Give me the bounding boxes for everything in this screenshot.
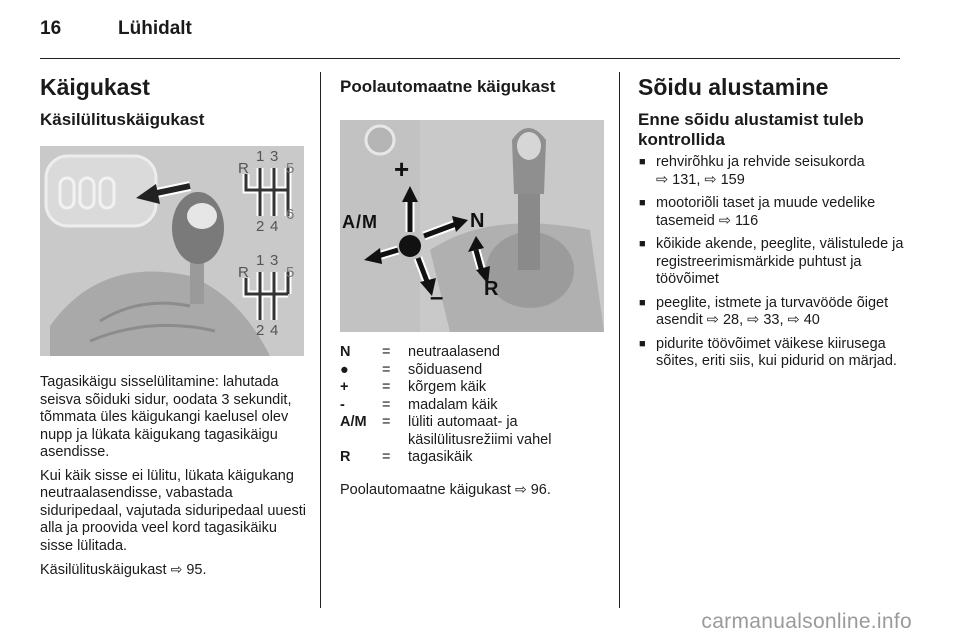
figure-label-minus: – [430, 284, 444, 311]
manual-gearbox-figure [40, 146, 304, 356]
gate-label-3: 3 [270, 148, 279, 165]
legend-table [340, 344, 608, 467]
figure-label-n: N [470, 210, 485, 232]
legend-row: N = neutraalasend [340, 344, 500, 360]
left-column [40, 72, 308, 580]
gate-label-2: 2 [256, 218, 265, 235]
subheading-check-before: Enne sõidu alustamist tuleb kontrollida [638, 110, 864, 149]
figure-label-r: R [484, 278, 499, 300]
column-divider-2 [619, 72, 620, 608]
page-ref[interactable]: ⇨ 116 [718, 212, 759, 229]
gate-label-6: 6 [286, 206, 295, 223]
page-ref[interactable]: ⇨ 28, ⇨ 33, ⇨ 40 [706, 312, 820, 328]
list-item: ■ pidurite töövõimet väikese kiirusega sõites, eriti siis, kui pidurid on märjad. [638, 336, 904, 371]
reference-text: Käsilülituskäigukast [40, 562, 167, 578]
gate-label-r: R [238, 160, 249, 177]
list-item: ■ rehvirõhku ja rehvide seisukorda ⇨ 131, ⇨ 159 [638, 154, 904, 189]
watermark: carmanualsonline.info [701, 610, 912, 633]
reference-page[interactable]: 96. [530, 481, 551, 498]
figure-label-plus: + [394, 154, 410, 184]
list-item: ■ mootoriõli taset ja muude vedelike tasemeid ⇨ 116 [638, 195, 904, 230]
gate-label-4: 4 [270, 218, 279, 235]
legend-row: + = kõrgem käik [340, 379, 487, 395]
gate-label-2: 2 [256, 322, 265, 339]
heading-semi-automatic: Poolautomaatne käigukast [340, 77, 556, 96]
gate-label-3: 3 [270, 252, 279, 269]
paragraph-reverse-gear: Tagasikäigu sisselülitamine: lahutada seisva sõiduki sidur, oodata 3 sekundit, tõmmata üles käigukangi kaelusel olev nupp ja lükata käigukang tagasikäigu asendisse. [40, 374, 292, 460]
figure-label-am: A/M [342, 212, 378, 232]
gate-label-1: 1 [256, 148, 265, 165]
legend-row: ● = sõiduasend [340, 361, 483, 378]
header-rule [40, 58, 900, 59]
gate-label-r: R [238, 264, 249, 281]
middle-column [340, 72, 608, 499]
gate-label-4: 4 [270, 322, 279, 339]
right-column [638, 72, 904, 377]
list-item: ■ kõikide akende, peeglite, välistulede ja registreerimismärkide puhtust ja töövõimet [638, 236, 904, 289]
legend-row: A/M = lüliti automaat- ja käsilülitusrežiimi vahel [340, 414, 552, 448]
gate-diagram-5speed [238, 252, 300, 344]
reference-manual-gearbox [40, 561, 308, 580]
semi-automatic-figure [340, 120, 604, 332]
gate-label-1: 1 [256, 252, 265, 269]
gate-label-5: 5 [286, 264, 295, 281]
reference-text: Poolautomaatne käigukast [340, 481, 511, 498]
heading-starting-off: Sõidu alustamine [638, 74, 829, 100]
list-item: ■ peeglite, istmete ja turvavööde õiget asendit ⇨ 28, ⇨ 33, ⇨ 40 [638, 295, 904, 330]
legend-row: - = madalam käik [340, 396, 498, 413]
page-ref[interactable]: ⇨ 131, ⇨ 159 [656, 171, 745, 188]
heading-gearbox: Käigukast [40, 74, 150, 100]
page-ref-arrow-icon: ⇨ [170, 561, 183, 577]
page-ref-arrow-icon: ⇨ [514, 480, 527, 497]
column-divider-1 [320, 72, 321, 608]
check-list [638, 154, 904, 371]
gate-label-5: 5 [286, 160, 295, 177]
reference-page[interactable]: 95. [186, 562, 207, 578]
legend-row: R = tagasikäik [340, 449, 473, 465]
paragraph-reverse-retry: Kui käik sisse ei lülitu, lükata käigukang neutraalasendisse, vabastada siduripedaal, vajutada siduripedaal uuesti alla ja proovida veel kord tagasikäiku sisse lülitada. [40, 467, 307, 554]
section-title: Lühidalt [118, 18, 192, 39]
gate-diagram-6speed [238, 148, 300, 240]
subheading-manual-gearbox: Käsilülituskäigukast [40, 110, 205, 129]
page-number: 16 [40, 18, 62, 39]
reference-semi-automatic [340, 481, 608, 500]
